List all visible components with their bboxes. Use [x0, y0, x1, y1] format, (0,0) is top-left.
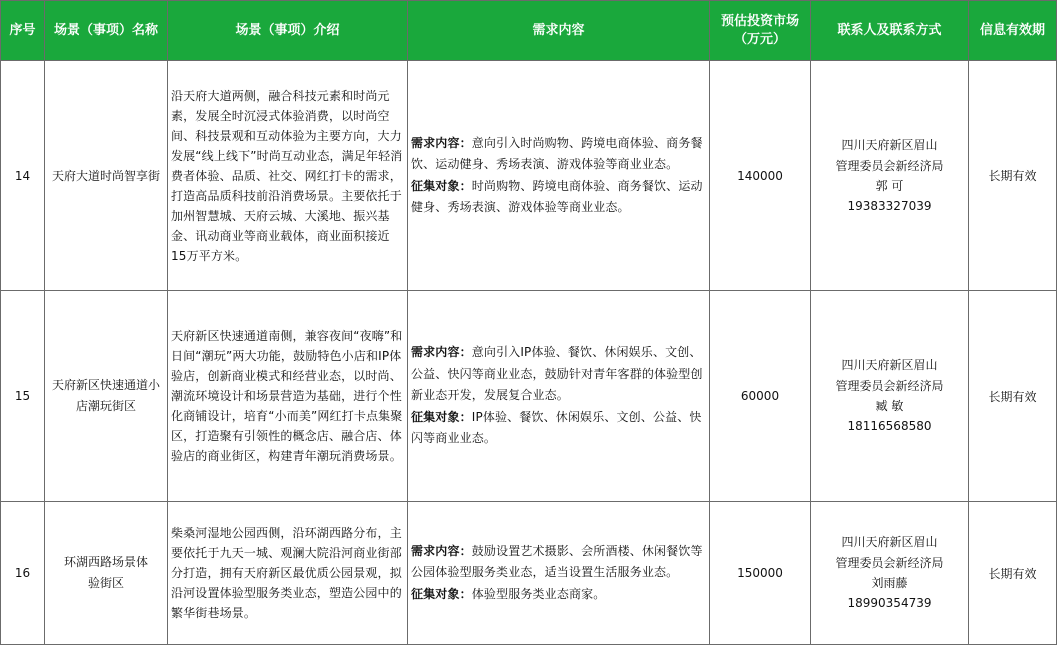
row-demand [408, 502, 710, 645]
row-validity: 长期有效 [969, 502, 1057, 645]
row-name: 环湖西路场景体验街区 [45, 502, 168, 645]
contact-person: 刘雨藤 [871, 576, 908, 590]
contact-person: 郭 可 [875, 178, 904, 193]
row-validity: 长期有效 [969, 291, 1057, 502]
row-contact [811, 61, 969, 291]
demand-label: 需求内容： [411, 345, 472, 360]
row-no: 14 [1, 61, 45, 291]
row-contact [811, 502, 969, 645]
target-label: 征集对象： [411, 409, 472, 424]
demand-label: 需求内容： [411, 135, 472, 150]
contact-phone: 19383327039 [847, 198, 932, 213]
row-intro: 沿天府大道两侧，融合科技元素和时尚元素，发展全时沉浸式体验消费，以时尚空间、科技景观和互动体验为主要方向，大力发展“线上线下”时尚互动业态，满足年轻消费者体验、品质、社交、网红打卡的需求，打造高品质科技前沿消费场景。主要依托于加州智慧城、天府云城、大溪地、振兴基金、讯动商业等商业载体，商业面积接近15万平方米。 [168, 61, 408, 291]
row-demand [408, 61, 710, 291]
row-market: 140000 [710, 61, 811, 291]
row-contact [811, 291, 969, 502]
header-validity: 信息有效期 [969, 1, 1057, 61]
row-market: 150000 [710, 502, 811, 645]
contact-dept: 管理委员会新经济局 [835, 556, 944, 570]
header-contact: 联系人及联系方式 [811, 1, 969, 61]
target-label: 征集对象： [411, 178, 472, 193]
table-row [1, 291, 1057, 502]
contact-org: 四川天府新区眉山 [841, 358, 938, 372]
table-row [1, 61, 1057, 291]
row-name: 天府新区快速通道小店潮玩街区 [45, 291, 168, 502]
contact-org: 四川天府新区眉山 [841, 137, 938, 152]
target-text: 时尚购物、跨境电商体验、商务餐饮、运动健身、秀场表演、游戏体验等商业业态。 [411, 178, 703, 214]
contact-org: 四川天府新区眉山 [841, 535, 938, 549]
row-market: 60000 [710, 291, 811, 502]
header-market: 预估投资市场（万元） [710, 1, 811, 61]
target-text: IP体验、餐饮、休闲娱乐、文创、公益、快闪等商业业态。 [411, 409, 702, 446]
header-demand: 需求内容 [408, 1, 710, 61]
table-header-row [1, 1, 1057, 61]
target-label: 征集对象： [411, 586, 472, 601]
row-no: 15 [1, 291, 45, 502]
target-text: 体验型服务类业态商家。 [471, 586, 606, 601]
contact-phone: 18990354739 [847, 596, 932, 610]
row-intro: 天府新区快速通道南侧，兼容夜间“夜嗨”和日间“潮玩”两大功能，鼓励特色小店和IP体验店，创新商业模式和经营业态，以时尚、潮流环境设计和场景营造为基础，进行个性化商铺设计，培育“小而美”网红打卡点集聚区，打造聚有引领性的概念店、融合店、体验店的商业街区，构建青年潮玩消费场景。 [168, 291, 408, 502]
row-name: 天府大道时尚智享街 [45, 61, 168, 291]
contact-person: 臧 敏 [875, 399, 904, 413]
row-intro: 柴桑河湿地公园西侧，沿环湖西路分布，主要依托于九天一城、观澜大院沿河商业街部分打造，拥有天府新区最优质公园景观，拟沿河设置体验型服务类业态，塑造公园中的繁华街巷场景。 [168, 502, 408, 645]
row-validity: 长期有效 [969, 61, 1057, 291]
header-no: 序号 [1, 1, 45, 61]
header-name: 场景（事项）名称 [45, 1, 168, 61]
demand-text: 意向引入IP体验、餐饮、休闲娱乐、文创、公益、快闪等商业业态，鼓励针对青年客群的体验型创新业态开发，发展复合业态。 [411, 345, 703, 403]
row-no: 16 [1, 502, 45, 645]
row-demand [408, 291, 710, 502]
demand-text: 鼓励设置艺术摄影、会所酒楼、休闲餐饮等公园体验型服务类业态，适当设置生活服务业态。 [411, 543, 703, 580]
demand-label: 需求内容： [411, 543, 472, 558]
header-intro: 场景（事项）介绍 [168, 1, 408, 61]
contact-dept: 管理委员会新经济局 [835, 158, 944, 173]
contact-dept: 管理委员会新经济局 [835, 379, 944, 393]
demand-text: 意向引入时尚购物、跨境电商体验、商务餐饮、运动健身、秀场表演、游戏体验等商业业态。 [411, 135, 703, 171]
contact-phone: 18116568580 [847, 419, 932, 433]
table-row [1, 502, 1057, 645]
